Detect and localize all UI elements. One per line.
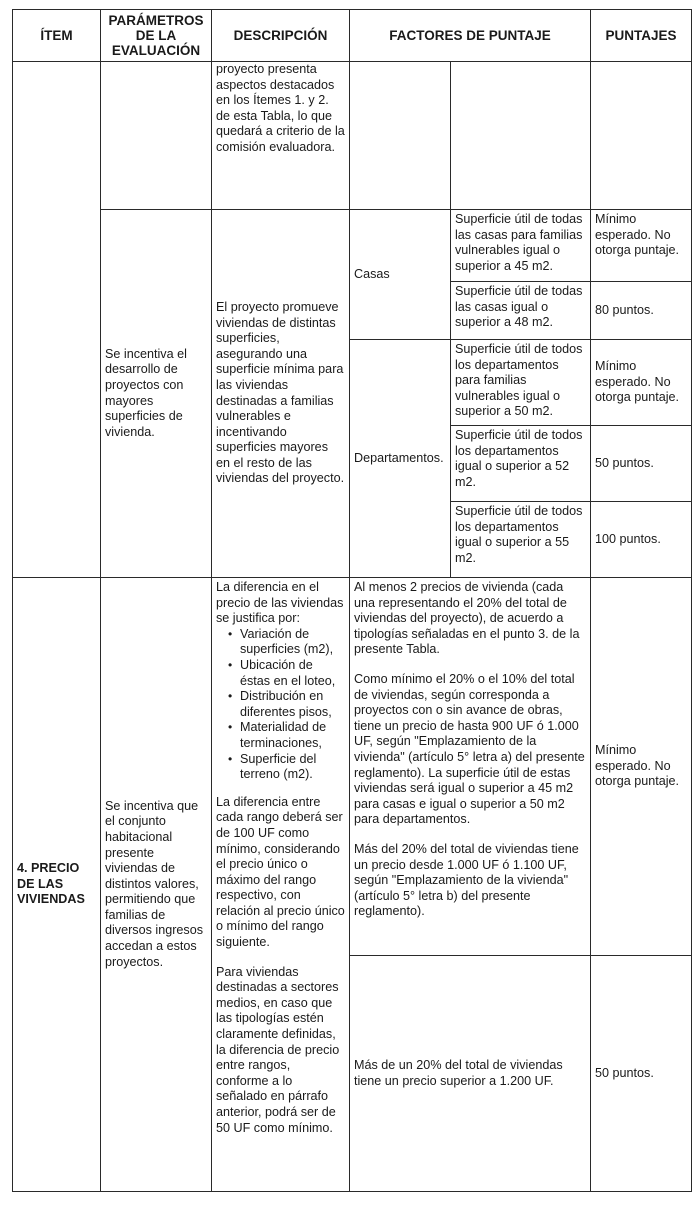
item-precio-viviendas: 4. PRECIO DE LAS VIVIENDAS (13, 578, 101, 1192)
descripcion-rango: La diferencia entre cada rango deberá ser de 100 UF como mínimo, considerando el precio único o máximo del rango respectivo, con relación al precio único o mínimo del rango siguiente. (216, 794, 345, 950)
justification-list (216, 627, 345, 783)
factor-precio-minimo (350, 578, 591, 956)
factor-category-departamentos: Departamentos. (350, 340, 451, 578)
factor-text: Superficie útil de todos los departamentos igual o superior a 52 m2. (451, 426, 591, 502)
score-cell: 50 puntos. (591, 956, 692, 1192)
score-cell: Mínimo esperado. No otorga puntaje. (591, 578, 692, 956)
factor-text: Superficie útil de todos los departamentos para familias vulnerables igual o superior a 50 m2. (451, 340, 591, 426)
list-item: • Materialidad de terminaciones, (230, 720, 345, 751)
score-cell: 50 puntos. (591, 426, 692, 502)
score-cell: Mínimo esperado. No otorga puntaje. (591, 210, 692, 282)
list-item: • Variación de superficies (m2), (230, 627, 345, 658)
header-puntajes: PUNTAJES (591, 10, 692, 62)
score-cell: Mínimo esperado. No otorga puntaje. (591, 340, 692, 426)
evaluation-table (12, 9, 692, 1192)
factor-paragraph: Al menos 2 precios de vivienda (cada una representando el 20% del total de viviendas del proyecto), de acuerdo a tipologías señaladas en el punto 3. de la presente Tabla. (354, 580, 580, 657)
score-cell: 80 puntos. (591, 282, 692, 340)
descripcion-superficies: El proyecto promueve viviendas de distintas superficies, asegurando una superficie mínima para las viviendas destinadas a familias vulnerables e incentivando superficies mayores en el resto de las viviendas del proyecto. (212, 210, 350, 578)
factor-category-empty (350, 62, 451, 210)
factor-paragraph: Como mínimo el 20% o el 10% del total de viviendas, según corresponda a proyectos con o sin avance de obras, tiene un precio de hasta 900 UF ó 1.000 UF, según "Emplazamiento de la vivienda" (artículo 5° letra a) del presente reglamento). La superficie útil de estas viviendas será igual o superior a 45 m2 para casas e igual o superior a 50 m2 para departamentos. (354, 671, 585, 827)
descripcion-precio (212, 578, 350, 1192)
factor-paragraph: Más del 20% del total de viviendas tiene un precio desde 1.000 UF ó 1.100 UF, según "Emplazamiento de la vivienda" (artículo 5° letra b) del presente reglamento). (354, 841, 579, 919)
parametro-precio: Se incentiva que el conjunto habitacional presente viviendas de distintos valores, permitiendo que familias de diversos ingresos accedan a estos proyectos. (101, 578, 212, 1192)
list-item: • Superficie del terreno (m2). (230, 752, 345, 783)
parametro-cell-empty (101, 62, 212, 210)
parametro-superficies: Se incentiva el desarrollo de proyectos con mayores superficies de vivienda. (101, 210, 212, 578)
header-row (13, 10, 692, 62)
header-descripcion: DESCRIPCIÓN (212, 10, 350, 62)
header-factores: FACTORES DE PUNTAJE (350, 10, 591, 62)
factor-text: Superficie útil de todos los departamentos igual o superior a 55 m2. (451, 502, 591, 578)
factor-text: Superficie útil de todas las casas igual o superior a 48 m2. (451, 282, 591, 340)
table-row-precio-1 (13, 578, 692, 956)
factor-text: Superficie útil de todas las casas para familias vulnerables igual o superior a 45 m2. (451, 210, 591, 282)
factor-text-empty (451, 62, 591, 210)
descripcion-intro: La diferencia en el precio de las viviendas se justifica por: (216, 580, 344, 626)
table-row-casas-1 (13, 210, 692, 282)
descripcion-sectores-medios: Para viviendas destinadas a sectores medios, en caso que las tipologías estén claramente definidas, la diferencia de precio entre rangos, conforme a lo señalado en párrafo anterior, podrá ser de 50 UF como mínimo. (216, 964, 340, 1135)
descripcion-continuation: proyecto presenta aspectos destacados en los Ítemes 1. y 2. de esta Tabla, lo que quedará a criterio de la comisión evaluadora. (212, 62, 350, 210)
table-row-continuation (13, 62, 692, 210)
score-empty (591, 62, 692, 210)
header-item: ÍTEM (13, 10, 101, 62)
factor-category-casas: Casas (350, 210, 451, 340)
factor-precio-superior: Más de un 20% del total de viviendas tiene un precio superior a 1.200 UF. (350, 956, 591, 1192)
list-item: • Ubicación de éstas en el loteo, (230, 658, 345, 689)
header-parametros: PARÁMETROS DE LA EVALUACIÓN (101, 10, 212, 62)
item-cell-empty (13, 62, 101, 578)
score-cell: 100 puntos. (591, 502, 692, 578)
list-item: • Distribución en diferentes pisos, (230, 689, 345, 720)
